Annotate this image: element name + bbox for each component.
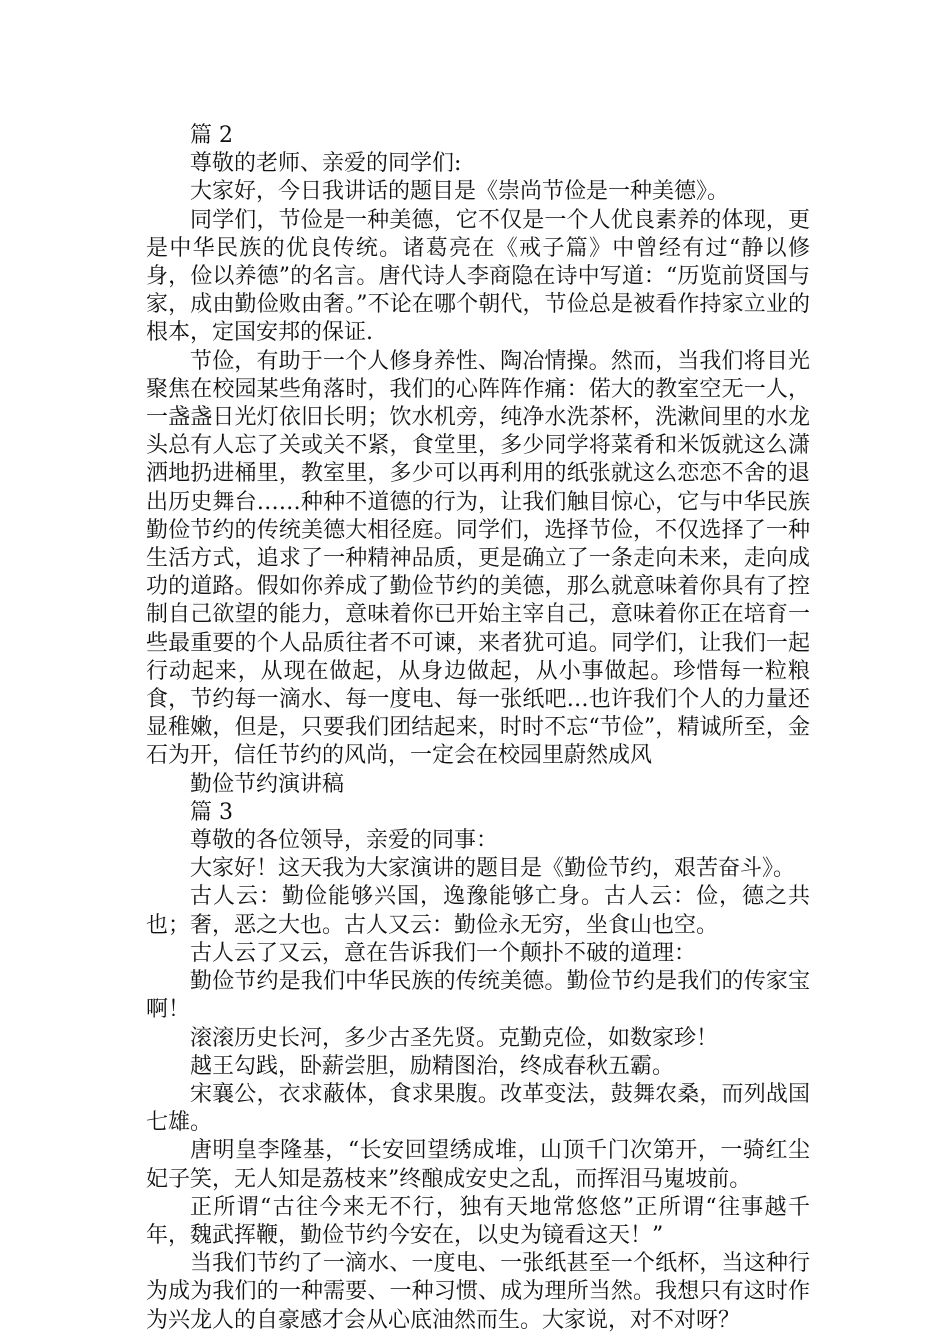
paragraph: 宋襄公，衣求蔽体，食求果腹。改革变法，鼓舞农桑，而列战国七雄。 [146, 1081, 810, 1136]
document-body [146, 122, 810, 1335]
salutation: 尊敬的老师、亲爱的同学们: [190, 151, 462, 177]
paragraph: 古人云：勤俭能够兴国，逸豫能够亡身。古人云：俭，德之共也；奢，恶之大也。古人又云：勤俭永无穷，坐食山也空。 [146, 884, 810, 938]
paragraph: 越王勾践，卧薪尝胆，励精图治，终成春秋五霸。 [190, 1053, 675, 1079]
salutation: 尊敬的各位领导，亲爱的同事： [190, 828, 499, 854]
paragraph: 大家好！这天我为大家演讲的题目是《勤俭节约，艰苦奋斗》。 [190, 856, 796, 882]
section-heading: 篇 2 [190, 123, 233, 148]
paragraph: 同学们，节俭是一种美德，它不仅是一个人优良素养的体现，更是中华民族的优良传统。诸葛亮在《戒子篇》中曾经有过“静以修身，俭以养德”的名言。唐代诗人李商隐在诗中写道：“历览前贤国与家，成由勤俭败由奢。”不论在哪个朝代，节俭总是被看作持家立业的根本，定国安邦的保证. [146, 207, 810, 346]
paragraph: 当我们节约了一滴水、一度电、一张纸甚至一个纸杯，当这种行为成为我们的一种需要、一种习惯、成为理所当然。我想只有这时作为兴龙人的自豪感才会从心底油然而生。大家说，对不对呀？ [146, 1251, 810, 1333]
paragraph: 古人云了又云，意在告诉我们一个颠扑不破的道理： [190, 940, 697, 966]
section-heading: 篇 3 [190, 799, 233, 825]
paragraph: 勤俭节约是我们中华民族的传统美德。勤俭节约是我们的传家宝啊！ [146, 969, 810, 1023]
paragraph: 唐明皇李隆基，“长安回望绣成堆，山顶千门次第开，一骑红尘妃子笑，无人知是荔枝来”终酿成安史之乱，而挥泪马嵬坡前。 [146, 1138, 810, 1192]
paragraph: 滚滚历史长河，多少古圣先贤。克勤克俭，如数家珍！ [190, 1025, 719, 1051]
paragraph: 正所谓“古往今来无不行，独有天地常悠悠”正所谓“往事越千年，魏武挥鞭，勤俭节约今安在，以史为镜看这天！” [146, 1194, 810, 1248]
paragraph: 大家好，今日我讲话的题目是《崇尚节俭是一种美德》。 [190, 179, 730, 205]
paragraph: 节俭，有助于一个人修身养性、陶冶情操。然而，当我们将目光聚焦在校园某些角落时，我们的心阵阵作痛：偌大的教室空无一人，一盏盏日光灯依旧长明；饮水机旁，纯净水洗茶杯，洗漱间里的水龙头总有人忘了关或关不紧，食堂里，多少同学将菜肴和米饭就这么潇洒地扔进桶里，教室里，多少可以再利用的纸张就这么恋恋不舍的退出历史舞台……种种不道德的行为，让我们触目惊心，它与中华民族勤俭节约的传统美德大相径庭。同学们，选择节俭，不仅选择了一种生活方式，追求了一种精神品质，更是确立了一条走向未来，走向成功的道路。假如你养成了勤俭节约的美德，那么就意味着你具有了控制自己欲望的能力，意味着你已开始主宰自己，意味着你正在培育一些最重要的个人品质往者不可谏，来者犹可追。同学们，让我们一起行动起来，从现在做起，从身边做起，从小事做起。珍惜每一粒粮食，节约每一滴水、每一度电、每一张纸吧…也许我们个人的力量还显稚嫩，但是，只要我们团结起来，时时不忘“节俭”，精诚所至，金石为开，信任节约的风尚，一定会在校园里蔚然成风 [146, 348, 810, 769]
speech-title: 勤俭节约演讲稿 [190, 771, 345, 797]
